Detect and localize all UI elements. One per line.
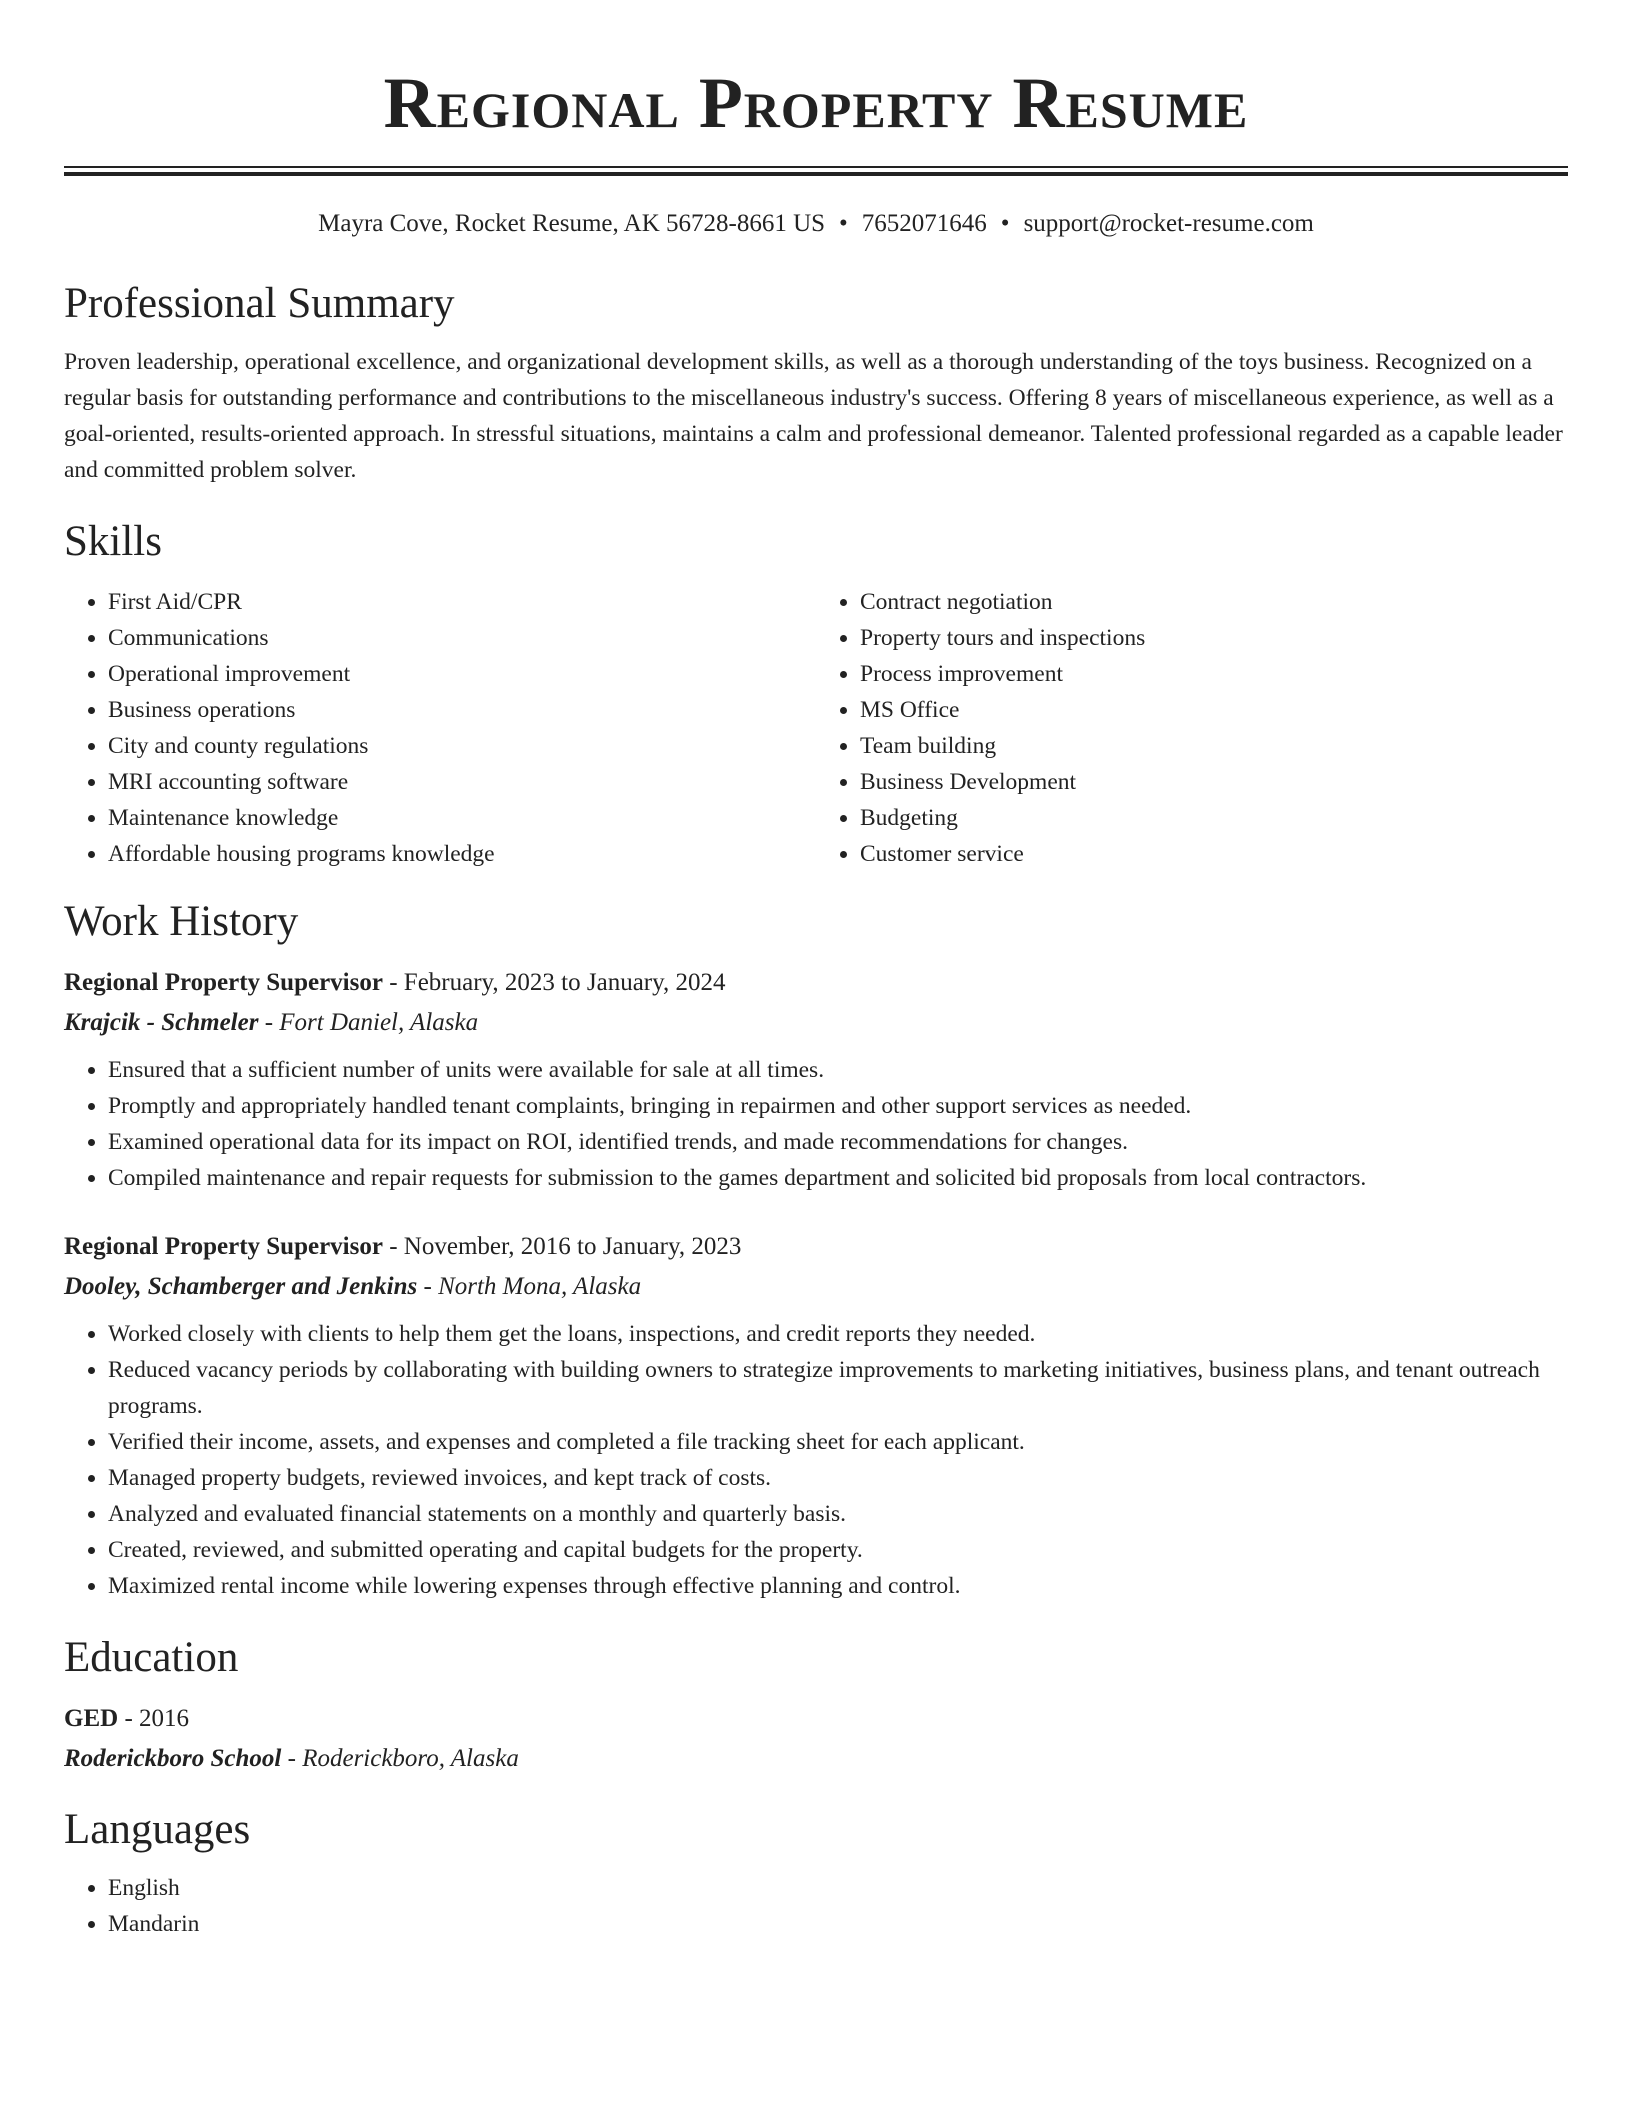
job-dates: - November, 2016 to January, 2023 [382,1233,742,1260]
contact-separator: • [839,210,848,237]
employer-location: - Fort Daniel, Alaska [258,1009,479,1036]
skill-item: • Operational improvement [108,656,816,692]
contact-email: support@rocket-resume.com [1023,210,1314,237]
job-bullet: • Examined operational data for its impact on ROI, identified trends, and made recommendations for changes. [108,1124,1568,1160]
education-year: - 2016 [118,1705,190,1732]
skill-item: • Budgeting [860,800,1568,836]
job-title-line [64,966,1568,1000]
skill-item: • Business operations [108,692,816,728]
languages-heading: Languages [64,1806,251,1853]
employer-line [64,1270,1568,1304]
skills-column-right [816,584,1568,872]
education-degree-line [64,1702,1568,1736]
job-bullet: • Verified their income, assets, and expenses and completed a file tracking sheet for each applicant. [108,1424,1568,1460]
job-bullet: • Promptly and appropriately handled tenant complaints, bringing in repairmen and other support services as needed. [108,1088,1568,1124]
skill-item: • Property tours and inspections [860,620,1568,656]
job-bullet: • Compiled maintenance and repair requests for submission to the games department and solicited bid proposals from local contractors. [108,1160,1568,1196]
skill-item: • Contract negotiation [860,584,1568,620]
skill-item: • MS Office [860,692,1568,728]
skill-item: • Affordable housing programs knowledge [108,836,816,872]
employer-line [64,1006,1568,1040]
title-divider [64,166,1568,176]
education-location: - Roderickboro, Alaska [281,1745,519,1772]
skill-item: • City and county regulations [108,728,816,764]
skill-item: • Business Development [860,764,1568,800]
work-history-heading: Work History [64,898,299,945]
contact-line [64,208,1568,240]
contact-separator: • [1000,210,1010,237]
skill-item: • Customer service [860,836,1568,872]
job-bullets [64,1316,1568,1604]
job-title-line [64,1230,1568,1264]
job-bullet: • Ensured that a sufficient number of units were available for sale at all times. [108,1052,1568,1088]
employer-name: Dooley, Schamberger and Jenkins [64,1273,418,1300]
employer-location: - North Mona, Alaska [417,1273,642,1300]
job-dates: - February, 2023 to January, 2024 [382,969,726,996]
job-entry [64,1230,1568,1604]
job-bullet: • Worked closely with clients to help them get the loans, inspections, and credit reports they needed. [108,1316,1568,1352]
skills-column-left [64,584,816,872]
resume-title: Regional Property Resume [383,63,1249,143]
resume-page [64,0,1568,1942]
skill-item: • Communications [108,620,816,656]
skill-item: • Maintenance knowledge [108,800,816,836]
contact-address: Mayra Cove, Rocket Resume, AK 56728-8661 US [318,210,826,237]
job-title: Regional Property Supervisor [64,969,383,996]
job-bullet: • Managed property budgets, reviewed invoices, and kept track of costs. [108,1460,1568,1496]
job-entry [64,966,1568,1196]
job-bullet: • Maximized rental income while lowering expenses through effective planning and control. [108,1568,1568,1604]
skills-list [64,584,1568,872]
education-degree: GED [64,1705,119,1732]
skills-heading: Skills [64,518,162,565]
skill-item: • MRI accounting software [108,764,816,800]
job-bullet: • Created, reviewed, and submitted operating and capital budgets for the property. [108,1532,1568,1568]
language-item: • Mandarin [108,1906,1568,1942]
language-item: • English [108,1870,1568,1906]
languages-list [64,1870,1568,1942]
summary-heading: Professional Summary [64,280,455,327]
skill-item: • First Aid/CPR [108,584,816,620]
summary-text: Proven leadership, operational excellence, and organizational development skills, as well as a thorough understanding of the toys business. Recognized on a regular basis for outstanding performance and contributions to the miscellaneous industry's success. Offering 8 years of miscellaneous experience, as well as a goal-oriented, results-oriented approach. In stressful situations, maintains a calm and professional demeanor. Talented professional regarded as a capable leader and committed problem solver. [64,349,1563,483]
job-bullets [64,1052,1568,1196]
job-bullet: • Reduced vacancy periods by collaborating with building owners to strategize improvements to marketing initiatives, business plans, and tenant outreach programs. [108,1352,1568,1424]
education-heading: Education [64,1634,239,1681]
job-bullet: • Analyzed and evaluated financial statements on a monthly and quarterly basis. [108,1496,1568,1532]
skill-item: • Process improvement [860,656,1568,692]
education-school: Roderickboro School [64,1745,282,1772]
contact-phone: 7652071646 [861,210,987,237]
job-title: Regional Property Supervisor [64,1233,383,1260]
skill-item: • Team building [860,728,1568,764]
education-school-line [64,1742,1568,1776]
employer-name: Krajcik - Schmeler [64,1009,259,1036]
